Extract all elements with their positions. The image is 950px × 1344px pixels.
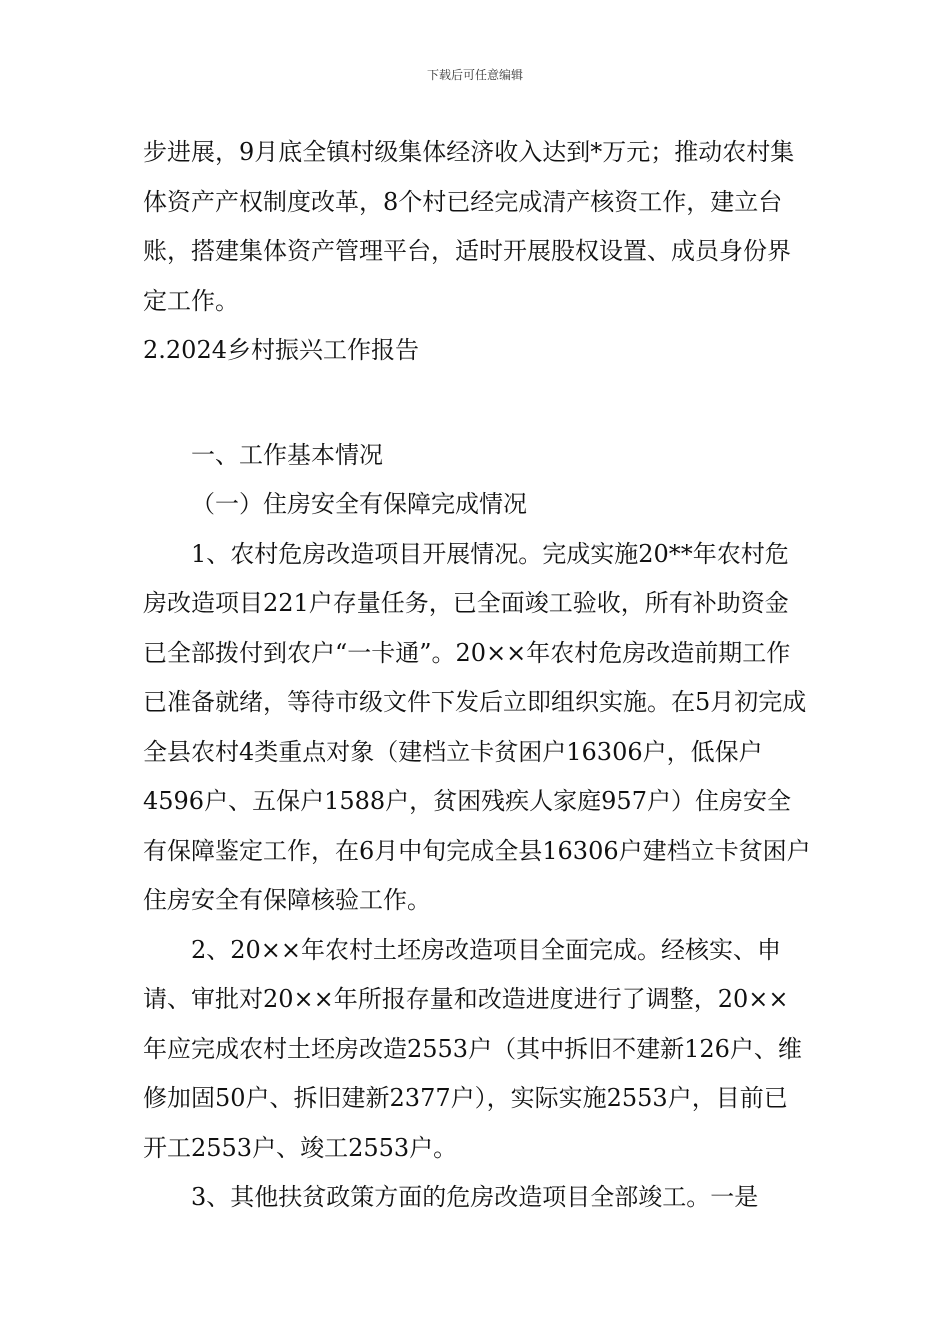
page-header: 下载后可任意编辑 — [426, 68, 523, 82]
paragraph-2: 2、20××年农村土坯房改造项目全面完成。经核实、申请、审批对20××年所报存量和改造进度进行了调整，20××年应完成农村土坯房改造2553户（其中拆旧不建新126户、维修加固50户、拆旧建新2377户），实际实施2553户，目前已开工2553户、竣工2553户。 — [143, 935, 802, 1162]
paragraph-1: 1、农村危房改造项目开展情况。完成实施20**年农村危房改造项目221户存量任务，已全面竣工验收，所有补助资金已全部拨付到农户“一卡通”。20××年农村危房改造前期工作已准备就绪，等待市级文件下发后立即组织实施。在5月初完成全县农村4类重点对象（建档立卡贫困户16306户，低保户4596户、五保户1588户，贫困残疾人家庭957户）住房安全有保障鉴定工作，在6月中旬完成全县16306户建档立卡贫困户住房安全有保障核验工作。 — [143, 539, 811, 914]
spacer — [143, 376, 811, 431]
paragraph-3: 3、其他扶贫政策方面的危房改造项目全部竣工。一是 — [191, 1183, 759, 1211]
continuation-paragraph: 步进展，9月底全镇村级集体经济收入达到*万元；推动农村集体资产产权制度改革，8个村已经完成清产核资工作，建立台账，搭建集体资产管理平台，适时开展股权设置、成员身份界定工作。 — [143, 138, 795, 315]
subsection-heading: （一）住房安全有保障完成情况 — [191, 490, 527, 518]
document-body — [143, 128, 811, 1223]
section-heading: 一、工作基本情况 — [191, 440, 383, 469]
document-title: 2.2024乡村振兴工作报告 — [143, 336, 419, 364]
